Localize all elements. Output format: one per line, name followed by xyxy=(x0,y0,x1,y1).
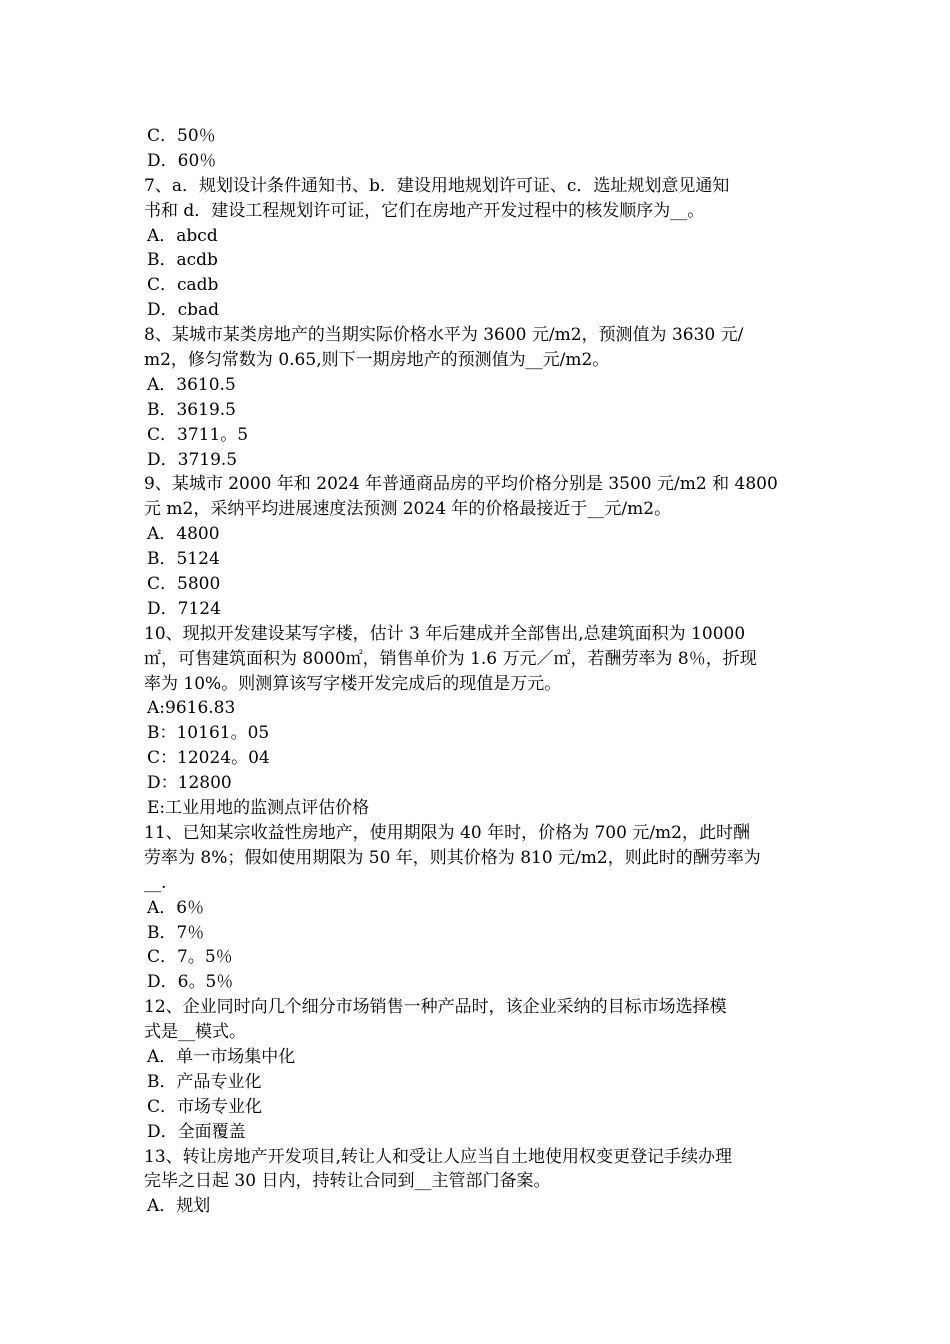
option-line: D．cbad xyxy=(147,300,220,321)
question-line: 劳率为 8%；假如使用期限为 50 年，则其价格为 810 元/m2，则此时的酬劳率为 xyxy=(144,847,761,868)
option-line: E:工业用地的监测点评估价格 xyxy=(147,798,370,819)
question-line: 8、某城市某类房地产的当期实际价格水平为 3600 元/m2，预测值为 3630 元/ xyxy=(144,325,744,346)
question-line: 7、a．规划设计条件通知书、b．建设用地规划许可证、c．选址规划意见通知 xyxy=(144,175,730,196)
option-line: B：10161。05 xyxy=(147,723,270,744)
question-line: 12、企业同时向几个细分市场销售一种产品时，该企业采纳的目标市场选择模 xyxy=(144,997,727,1018)
question-line: __. xyxy=(144,872,167,893)
option-line: C．cadb xyxy=(147,275,219,296)
option-line: B．acdb xyxy=(147,250,218,271)
option-line: D．3719.5 xyxy=(147,449,238,470)
option-line: A．abcd xyxy=(147,225,218,246)
option-line: A．6％ xyxy=(147,897,205,918)
option-line: D．6。5％ xyxy=(147,972,234,993)
question-line: 元 m2，采纳平均进展速度法预测 2024 年的价格最接近于__元/m2。 xyxy=(144,499,672,520)
question-line: 13、转让房地产开发项目,转让人和受让人应当自土地使用权变更登记手续办理 xyxy=(144,1146,733,1167)
question-line: 式是__模式。 xyxy=(144,1022,246,1043)
option-line: C．市场专业化 xyxy=(147,1096,263,1117)
option-line: D．7124 xyxy=(147,598,221,619)
option-line: D．60％ xyxy=(147,150,217,171)
option-line: C．3711。5 xyxy=(147,424,249,445)
question-line: 率为 10%。则测算该写字楼开发完成后的现值是万元。 xyxy=(144,673,562,694)
option-line: A．4800 xyxy=(147,524,220,545)
document-body xyxy=(144,124,808,1219)
question-line: 书和 d．建设工程规划许可证，它们在房地产开发过程中的核发顺序为__。 xyxy=(144,200,705,221)
option-line: A．单一市场集中化 xyxy=(147,1046,296,1067)
option-line: C．5800 xyxy=(147,574,221,595)
question-line: m2，修匀常数为 0.65,则下一期房地产的预测值为__元/m2。 xyxy=(144,350,610,371)
option-line: B．产品专业化 xyxy=(147,1071,262,1092)
question-line: 9、某城市 2000 年和 2024 年普通商品房的平均价格分别是 3500 元/m2 和 4800 xyxy=(144,474,778,495)
option-line: B．5124 xyxy=(147,549,220,570)
question-line: 11、已知某宗收益性房地产，使用期限为 40 年时，价格为 700 元/m2，此时酬 xyxy=(144,822,750,843)
option-line: A:9616.83 xyxy=(147,698,236,719)
option-line: A．3610.5 xyxy=(147,374,236,395)
option-line: B．7％ xyxy=(147,922,205,943)
question-line: 10、现拟开发建设某写字楼，估计 3 年后建成并全部售出,总建筑面积为 10000 xyxy=(144,623,746,644)
option-line: C．7。5％ xyxy=(147,947,233,968)
question-line: ㎡，可售建筑面积为 8000㎡，销售单价为 1.6 万元／㎡，若酬劳率为 8％，折现 xyxy=(144,648,757,669)
option-line: C．50％ xyxy=(147,126,216,146)
question-line: 完毕之日起 30 日内，持转让合同到__主管部门备案。 xyxy=(144,1171,551,1192)
option-line: A．规划 xyxy=(147,1196,211,1217)
option-line: B．3619.5 xyxy=(147,399,236,420)
option-line: C：12024。04 xyxy=(147,748,270,769)
option-line: D：12800 xyxy=(147,773,232,794)
option-line: D．全面覆盖 xyxy=(147,1121,246,1142)
